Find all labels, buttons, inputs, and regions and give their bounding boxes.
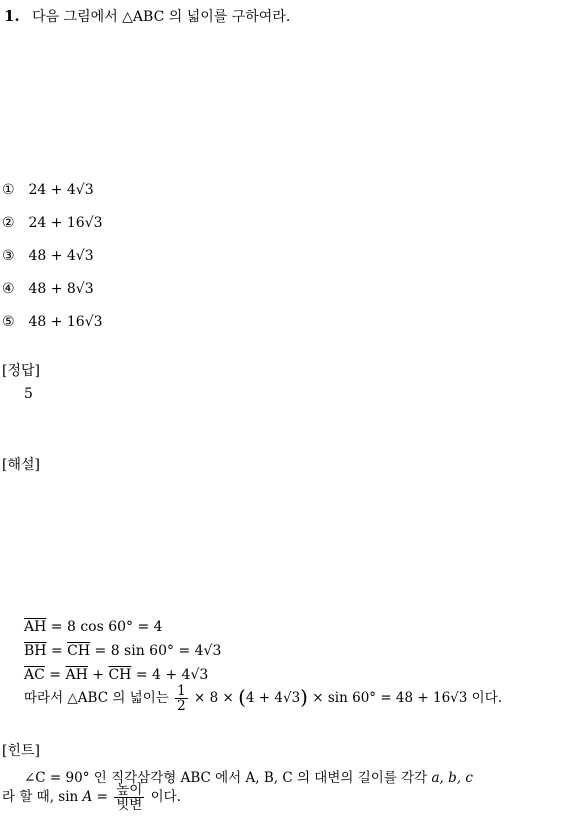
solution-label: [해설] <box>2 457 40 473</box>
choice-marker-1: ① <box>2 182 15 198</box>
fraction-height: 높이 <box>116 782 143 798</box>
choice-4[interactable] <box>2 281 94 297</box>
hint-line-2-eq: = <box>96 789 108 806</box>
hint-line-2-post: 이다. <box>150 789 181 806</box>
answer-label: [정답] <box>2 363 40 379</box>
choice-text-2: 24 + 16√3 <box>28 215 103 231</box>
choice-2[interactable] <box>2 215 103 231</box>
paren-close: ) <box>300 685 308 710</box>
paren-inner: 4 + 4√3 <box>245 690 301 707</box>
hint-line-1-text: ∠C = 90° 인 직각삼각형 ABC 에서 A, B, C 의 대변의 길이를 각각 <box>24 770 428 786</box>
solution-line-2-rhs: = 8 sin 60° = 4√3 <box>94 643 222 659</box>
choice-text-3: 48 + 4√3 <box>28 248 94 264</box>
hint-variables: a, b, c <box>431 770 473 786</box>
choice-marker-4: ④ <box>2 281 15 297</box>
solution-line-2 <box>24 643 221 659</box>
solution-line-4-prefix: 따라서 △ABC 의 넓이는 <box>24 690 169 707</box>
solution-line-2-eq: = <box>50 643 63 659</box>
solution-line-4-times: × 8 × <box>193 690 234 707</box>
choice-3[interactable] <box>2 248 94 264</box>
hint-line-2-var: A <box>82 789 93 806</box>
choice-marker-2: ② <box>2 215 15 231</box>
choice-text-1: 24 + 4√3 <box>28 182 94 198</box>
question-number: 1. <box>4 7 20 25</box>
question-line <box>4 6 290 26</box>
fraction-denominator: 2 <box>177 698 186 715</box>
fraction-one-half <box>175 684 188 713</box>
paren-open: ( <box>238 685 246 710</box>
fraction-hypotenuse: 빗변 <box>116 797 143 814</box>
choice-1[interactable] <box>2 182 94 198</box>
segment-bh: $\overline{BH}$ <box>24 643 47 659</box>
answer-value: 5 <box>24 386 33 402</box>
choice-text-5: 48 + 16√3 <box>28 314 103 330</box>
segment-ah-2: $\overline{AH}$ <box>65 667 88 683</box>
segment-ah: $\overline{AH}$ <box>24 619 47 635</box>
solution-line-1 <box>24 619 163 635</box>
question-text: 다음 그림에서 △ABC 의 넓이를 구하여라. <box>32 9 291 25</box>
solution-line-3-rhs: = 4 + 4√3 <box>135 667 209 683</box>
segment-ac: $\overline{AC}$ <box>24 667 45 683</box>
choice-marker-5: ⑤ <box>2 314 15 330</box>
hint-line-2-pre: 라 할 때, sin <box>2 789 79 806</box>
segment-ch: $\overline{CH}$ <box>67 643 91 659</box>
solution-line-3-plus: + <box>92 667 104 683</box>
solution-line-1-rhs: = 8 cos 60° = 4 <box>50 619 163 635</box>
solution-line-4-suffix: × sin 60° = 48 + 16√3 이다. <box>312 690 503 707</box>
choice-text-4: 48 + 8√3 <box>28 281 94 297</box>
solution-line-3 <box>24 667 208 683</box>
segment-ch-2: $\overline{CH}$ <box>108 667 132 683</box>
solution-line-4 <box>24 684 502 713</box>
hint-line-2 <box>2 783 181 812</box>
fraction-height-hypotenuse <box>114 783 144 812</box>
fraction-numerator: 1 <box>177 683 186 699</box>
choice-marker-3: ③ <box>2 248 15 264</box>
solution-line-3-eq: = <box>49 667 62 683</box>
choice-5[interactable] <box>2 314 103 330</box>
hint-label: [힌트] <box>2 743 40 759</box>
